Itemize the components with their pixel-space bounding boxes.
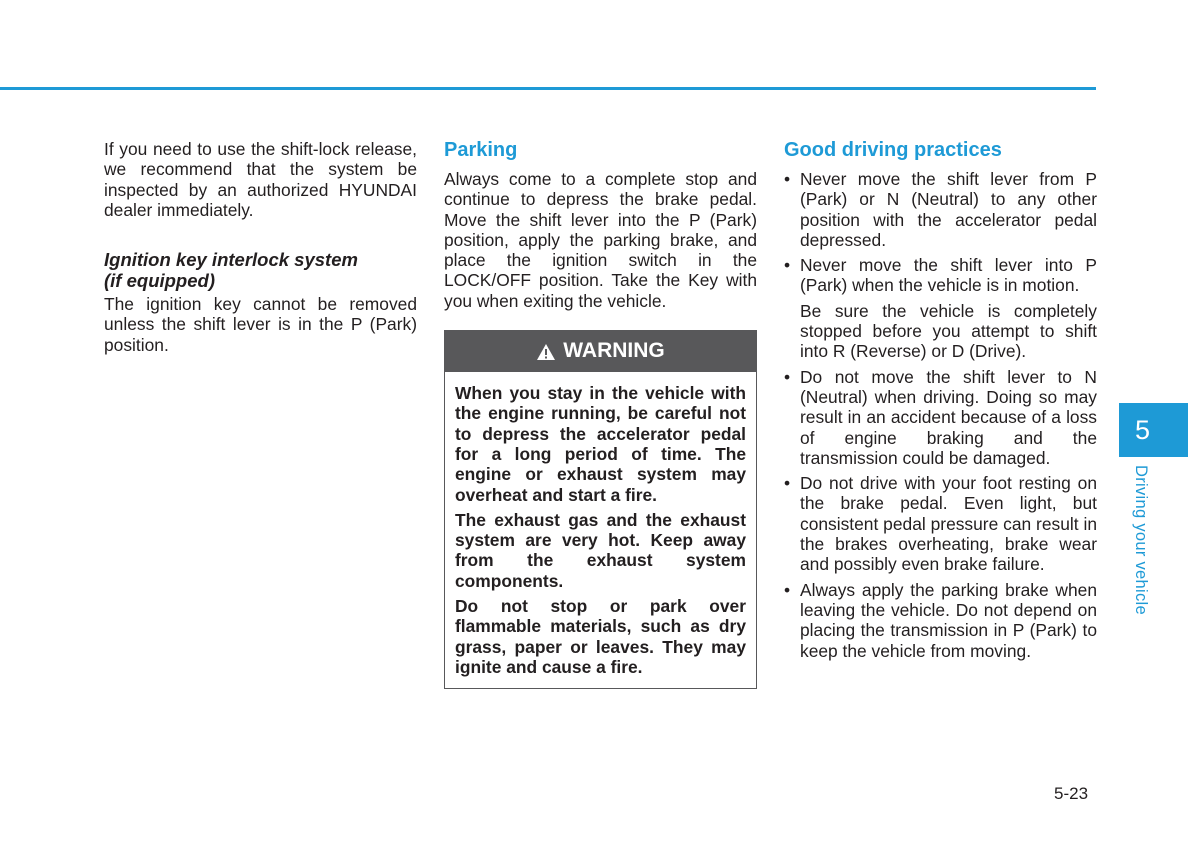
list-item-followup: Be sure the vehicle is completely stopped before you attempt to shift into R (Reverse) or D (Drive). bbox=[800, 300, 1097, 362]
good-driving-heading: Good driving practices bbox=[784, 139, 1002, 161]
warning-header bbox=[445, 331, 756, 372]
list-item-text: Always apply the parking brake when leaving the vehicle. Do not depend on placing the transmission in P (Park) to keep the vehicle from moving. bbox=[800, 579, 1097, 661]
ignition-heading-line1: Ignition key interlock system bbox=[104, 249, 358, 271]
ignition-heading-line2: (if equipped) bbox=[104, 270, 215, 292]
warning-paragraph: Do not stop or park over flammable materials, such as dry grass, paper or leaves. They may ignite and cause a fire. bbox=[455, 596, 746, 677]
warning-triangle-icon bbox=[536, 343, 556, 361]
parking-paragraph: Always come to a complete stop and continue to depress the brake pedal. Move the shift lever into the P (Park) position, apply the parking brake, and place the ignition switch in the LOCK/OFF position. Take the Key with you when exiting the vehicle. bbox=[444, 169, 757, 311]
list-item-text: Never move the shift lever into P (Park) when the vehicle is in motion. bbox=[800, 255, 1097, 296]
list-item bbox=[784, 473, 1097, 574]
list-item-text: Never move the shift lever from P (Park) or N (Neutral) to any other position with the accelerator pedal depressed. bbox=[800, 169, 1097, 250]
list-item bbox=[784, 367, 1097, 468]
ignition-interlock-paragraph: The ignition key cannot be removed unless the shift lever is in the P (Park) position. bbox=[104, 294, 417, 355]
bullet: • bbox=[784, 473, 791, 494]
chapter-number: 5 bbox=[1135, 414, 1151, 445]
list-item bbox=[784, 255, 1097, 361]
chapter-title: Driving your vehicle bbox=[1132, 465, 1150, 615]
column-right bbox=[784, 139, 1097, 666]
page-number: 5-23 bbox=[1054, 784, 1089, 803]
warning-body bbox=[445, 372, 756, 688]
bullet: • bbox=[784, 255, 791, 276]
warning-paragraph: When you stay in the vehicle with the engine running, be careful not to depress the accelerator pedal for a long period of time. The engine or exhaust system may overheat and start a fire. bbox=[455, 383, 746, 505]
spacer bbox=[104, 225, 417, 249]
warning-label: WARNING bbox=[563, 339, 665, 363]
list-item bbox=[784, 580, 1097, 661]
warning-paragraph: The exhaust gas and the exhaust system are very hot. Keep away from the exhaust system components. bbox=[455, 509, 746, 591]
ignition-interlock-heading bbox=[104, 249, 417, 291]
list-item-text: Do not drive with your foot resting on the brake pedal. Even light, but consistent pedal pressure can result in the brakes overheating, brake wear and possibly even brake failure. bbox=[800, 473, 1097, 575]
list-item bbox=[784, 169, 1097, 250]
list-item-text: Do not move the shift lever to N (Neutral) when driving. Doing so may result in an accident because of a loss of engine braking and the transmission could be damaged. bbox=[800, 366, 1097, 468]
bullet: • bbox=[784, 579, 791, 600]
shift-lock-paragraph: If you need to use the shift-lock release, we recommend that the system be inspected by an authorized HYUNDAI dealer immediately. bbox=[104, 139, 417, 220]
driving-practices-list bbox=[784, 169, 1097, 661]
column-middle bbox=[444, 139, 757, 689]
chapter-tab bbox=[1119, 403, 1188, 457]
column-left bbox=[104, 139, 417, 360]
bullet: • bbox=[784, 366, 791, 387]
header-rule bbox=[0, 87, 1096, 90]
bullet: • bbox=[784, 169, 791, 189]
parking-heading: Parking bbox=[444, 139, 518, 161]
warning-box bbox=[444, 330, 757, 689]
